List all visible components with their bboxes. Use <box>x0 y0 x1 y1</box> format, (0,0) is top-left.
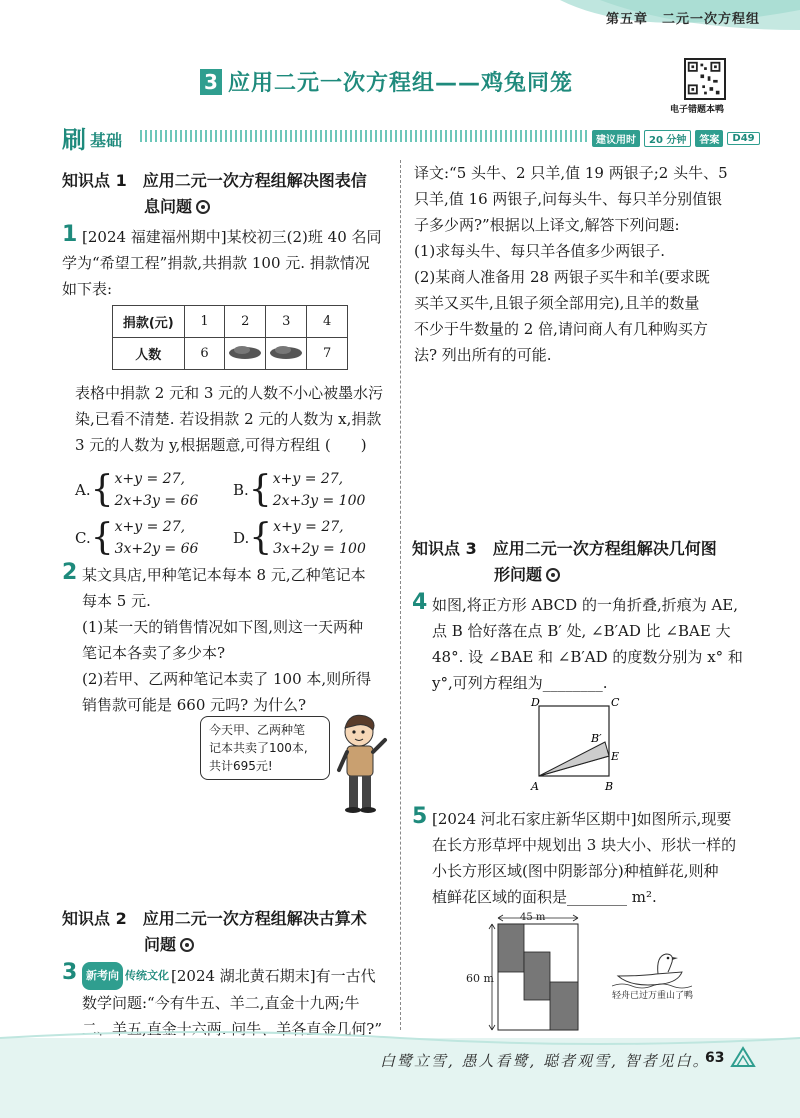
ink-blot-icon <box>269 344 303 360</box>
brace: { <box>90 517 114 558</box>
option-a[interactable] <box>75 468 198 512</box>
q2-line: 销售款可能是 660 元吗? 为什么? <box>82 696 307 714</box>
right-line: 法? 列出所有的可能. <box>414 346 552 364</box>
q1-after-line: 3 元的人数为 y,根据题意,可得方程组 ( ) <box>75 436 367 454</box>
lawn-figure <box>460 910 600 1035</box>
q2-line: 每本 5 元. <box>82 592 151 610</box>
table-cell: 7 <box>307 338 348 370</box>
answer-label: 答案 <box>695 130 723 147</box>
q2-line: (2)若甲、乙两种笔记本卖了 100 本,则所得 <box>82 670 372 688</box>
answer-page: D49 <box>727 132 759 145</box>
q4-line: y°,可列方程组为________. <box>432 674 608 692</box>
equation: x+y = 27, <box>114 519 186 535</box>
q5-line: 小长方形区域(图中阴影部分)种植鲜花,则种 <box>432 862 719 880</box>
brace: { <box>248 469 272 510</box>
ink-blot-icon <box>228 344 262 360</box>
section-band-stripes <box>140 130 590 142</box>
speech-bubble <box>200 716 330 780</box>
label-e: E <box>611 750 620 763</box>
question-2 <box>62 562 392 718</box>
lesson-title-text: 应用二元一次方程组——鸡兔同笼 <box>228 71 574 96</box>
table-cell: 2 <box>225 306 266 338</box>
equation: 3x+2y = 66 <box>114 541 199 557</box>
table-cell: 1 <box>184 306 225 338</box>
question-number: 2 <box>62 560 78 585</box>
question-3-continued <box>414 160 754 368</box>
q1-line: 如下表: <box>62 280 113 298</box>
q5-line: 植鲜花区域的面积是________ m². <box>432 888 657 906</box>
equation: 2x+3y = 66 <box>114 493 199 509</box>
boat-caption: 轻舟已过万重山了鸭 <box>612 991 694 1001</box>
knowledge-point-2 <box>62 906 392 958</box>
option-label: B. <box>233 481 249 499</box>
kp2-title-line1: 知识点 2 应用二元一次方程组解决古算术 <box>62 909 367 928</box>
q1-options <box>75 458 395 558</box>
option-label: C. <box>75 529 91 547</box>
equation: x+y = 27, <box>273 519 344 535</box>
label-b: B <box>605 780 614 793</box>
speech-line: 记本共卖了100本, <box>209 741 308 755</box>
q4-line: 如图,将正方形 ABCD 的一角折叠,折痕为 AE, <box>432 596 739 614</box>
label-c: C <box>611 696 620 709</box>
qr-label: 电子错题本鸭 <box>670 105 725 115</box>
q2-line: (1)某一天的销售情况如下图,则这一天两种 <box>82 618 364 636</box>
q1-continuation <box>75 380 395 458</box>
q5-line: [2024 河北石家庄新华区期中]如图所示,现要 <box>432 810 732 828</box>
width-label: 45 m <box>520 912 546 923</box>
question-number: 5 <box>412 804 428 829</box>
right-line: 买羊又买牛,且银子须全部用完),且羊的数量 <box>414 294 700 312</box>
right-line: (1)求每头牛、每只羊各值多少两银子. <box>414 242 666 260</box>
new-trend-badge: 新考向 <box>82 962 123 990</box>
kp1-title-line1: 知识点 1 应用二元一次方程组解决图表信 <box>62 171 367 190</box>
kp3-title-line2: 形问题 <box>412 562 752 588</box>
ink-blot-cell <box>225 338 266 370</box>
label-d: D <box>531 696 540 709</box>
question-number: 3 <box>62 960 78 985</box>
option-label: A. <box>75 481 91 499</box>
question-number: 1 <box>62 222 78 247</box>
chapter-header: 第五章 二元一次方程组 <box>605 12 760 27</box>
q3-line: [2024 湖北黄石期末]有一古代 <box>171 967 376 985</box>
option-b[interactable] <box>233 468 365 512</box>
table-cell: 3 <box>266 306 307 338</box>
kp2-title-line2: 问题 <box>62 932 392 958</box>
donation-table <box>112 305 348 370</box>
equation: x+y = 27, <box>272 471 344 487</box>
q4-line: 点 B 恰好落在点 B′ 处, ∠B′AD 比 ∠BAE 大 <box>432 622 731 640</box>
table-header-row <box>113 306 348 338</box>
label-a: A <box>531 780 539 793</box>
q1-after-line: 染,已看不清楚. 若设捐款 2 元的人数为 x,捐款 <box>75 410 382 428</box>
table-cell: 6 <box>184 338 225 370</box>
section-mark: 刷 <box>62 126 86 154</box>
question-5 <box>412 806 752 910</box>
triangle-ruler-icon <box>730 1046 756 1068</box>
q3-line: 二、羊五,直金十六两. 问牛、羊各直金几何?” <box>82 1020 383 1038</box>
q2-line: 笔记本各卖了多少本? <box>82 644 226 662</box>
lesson-title <box>200 66 573 97</box>
option-label: D. <box>233 529 250 547</box>
right-line: 只羊,值 16 两银子,问每头牛、每只羊分别值银 <box>414 190 723 208</box>
kp1-title-line2: 息问题 <box>62 194 392 220</box>
time-value: 20 分钟 <box>644 130 691 147</box>
question-1 <box>62 224 392 302</box>
knowledge-point-1 <box>62 168 392 220</box>
footer-quote: 白鹭立雪, 愚人看鹭, 聪者观雪, 智者见白。 <box>380 1052 710 1070</box>
kp3-title-line1: 知识点 3 应用二元一次方程组解决几何图 <box>412 539 717 558</box>
time-suggestion <box>592 130 760 147</box>
table-cell: 捐款(元) <box>113 306 185 338</box>
table-row <box>113 338 348 370</box>
page-number: 63 <box>705 1050 725 1066</box>
ink-blot-cell <box>266 338 307 370</box>
boy-illustration <box>335 710 395 820</box>
column-divider <box>400 160 401 1030</box>
right-line: 不少于牛数量的 2 倍,请问商人有几种购买方 <box>414 320 708 338</box>
target-icon <box>180 938 194 952</box>
height-label: 60 m <box>466 972 494 985</box>
duck-boat-illustration <box>612 946 692 991</box>
qr-code-icon[interactable] <box>684 58 726 100</box>
brace: { <box>90 469 114 510</box>
option-c[interactable] <box>75 516 198 560</box>
equation: x+y = 27, <box>114 471 185 487</box>
table-cell: 人数 <box>113 338 185 370</box>
table-cell: 4 <box>307 306 348 338</box>
q3-line: 数学问题:“今有牛五、羊二,直金十九两;牛 <box>82 994 360 1012</box>
knowledge-point-3 <box>412 536 752 588</box>
section-name: 基础 <box>90 131 123 150</box>
right-line: (2)某商人准备用 28 两银子买牛和羊(要求既 <box>414 268 710 286</box>
q2-line: 某文具店,甲种笔记本每本 8 元,乙种笔记本 <box>82 566 366 584</box>
q1-after-line: 表格中捐款 2 元和 3 元的人数不小心被墨水污 <box>75 384 384 402</box>
right-line: 子多少两?”根据以上译文,解答下列问题: <box>414 216 680 234</box>
equation: 3x+2y = 100 <box>273 541 366 557</box>
culture-badge: 传统文化 <box>125 969 169 982</box>
target-icon <box>546 568 560 582</box>
question-number: 4 <box>412 590 428 615</box>
lesson-number: 3 <box>200 69 222 95</box>
q1-line: 学为“希望工程”捐款,共捐款 100 元. 捐款情况 <box>62 254 370 272</box>
brace: { <box>249 517 273 558</box>
time-label: 建议用时 <box>592 130 640 147</box>
target-icon <box>196 200 210 214</box>
speech-line: 共计695元! <box>209 759 273 773</box>
question-4 <box>412 592 752 696</box>
q4-line: 48°. 设 ∠BAE 和 ∠B′AD 的度数分别为 x° 和 <box>432 648 743 666</box>
label-b-prime: B′ <box>591 732 602 745</box>
equation: 2x+3y = 100 <box>272 493 366 509</box>
right-line: 译文:“5 头牛、2 只羊,值 19 两银子;2 头牛、5 <box>414 164 728 182</box>
option-d[interactable] <box>233 516 366 560</box>
square-fold-figure <box>525 694 625 794</box>
q5-line: 在长方形草坪中规划出 3 块大小、形状一样的 <box>432 836 737 854</box>
speech-line: 今天甲、乙两种笔 <box>209 723 306 737</box>
q1-line: [2024 福建福州期中]某校初三(2)班 40 名同 <box>82 228 382 246</box>
